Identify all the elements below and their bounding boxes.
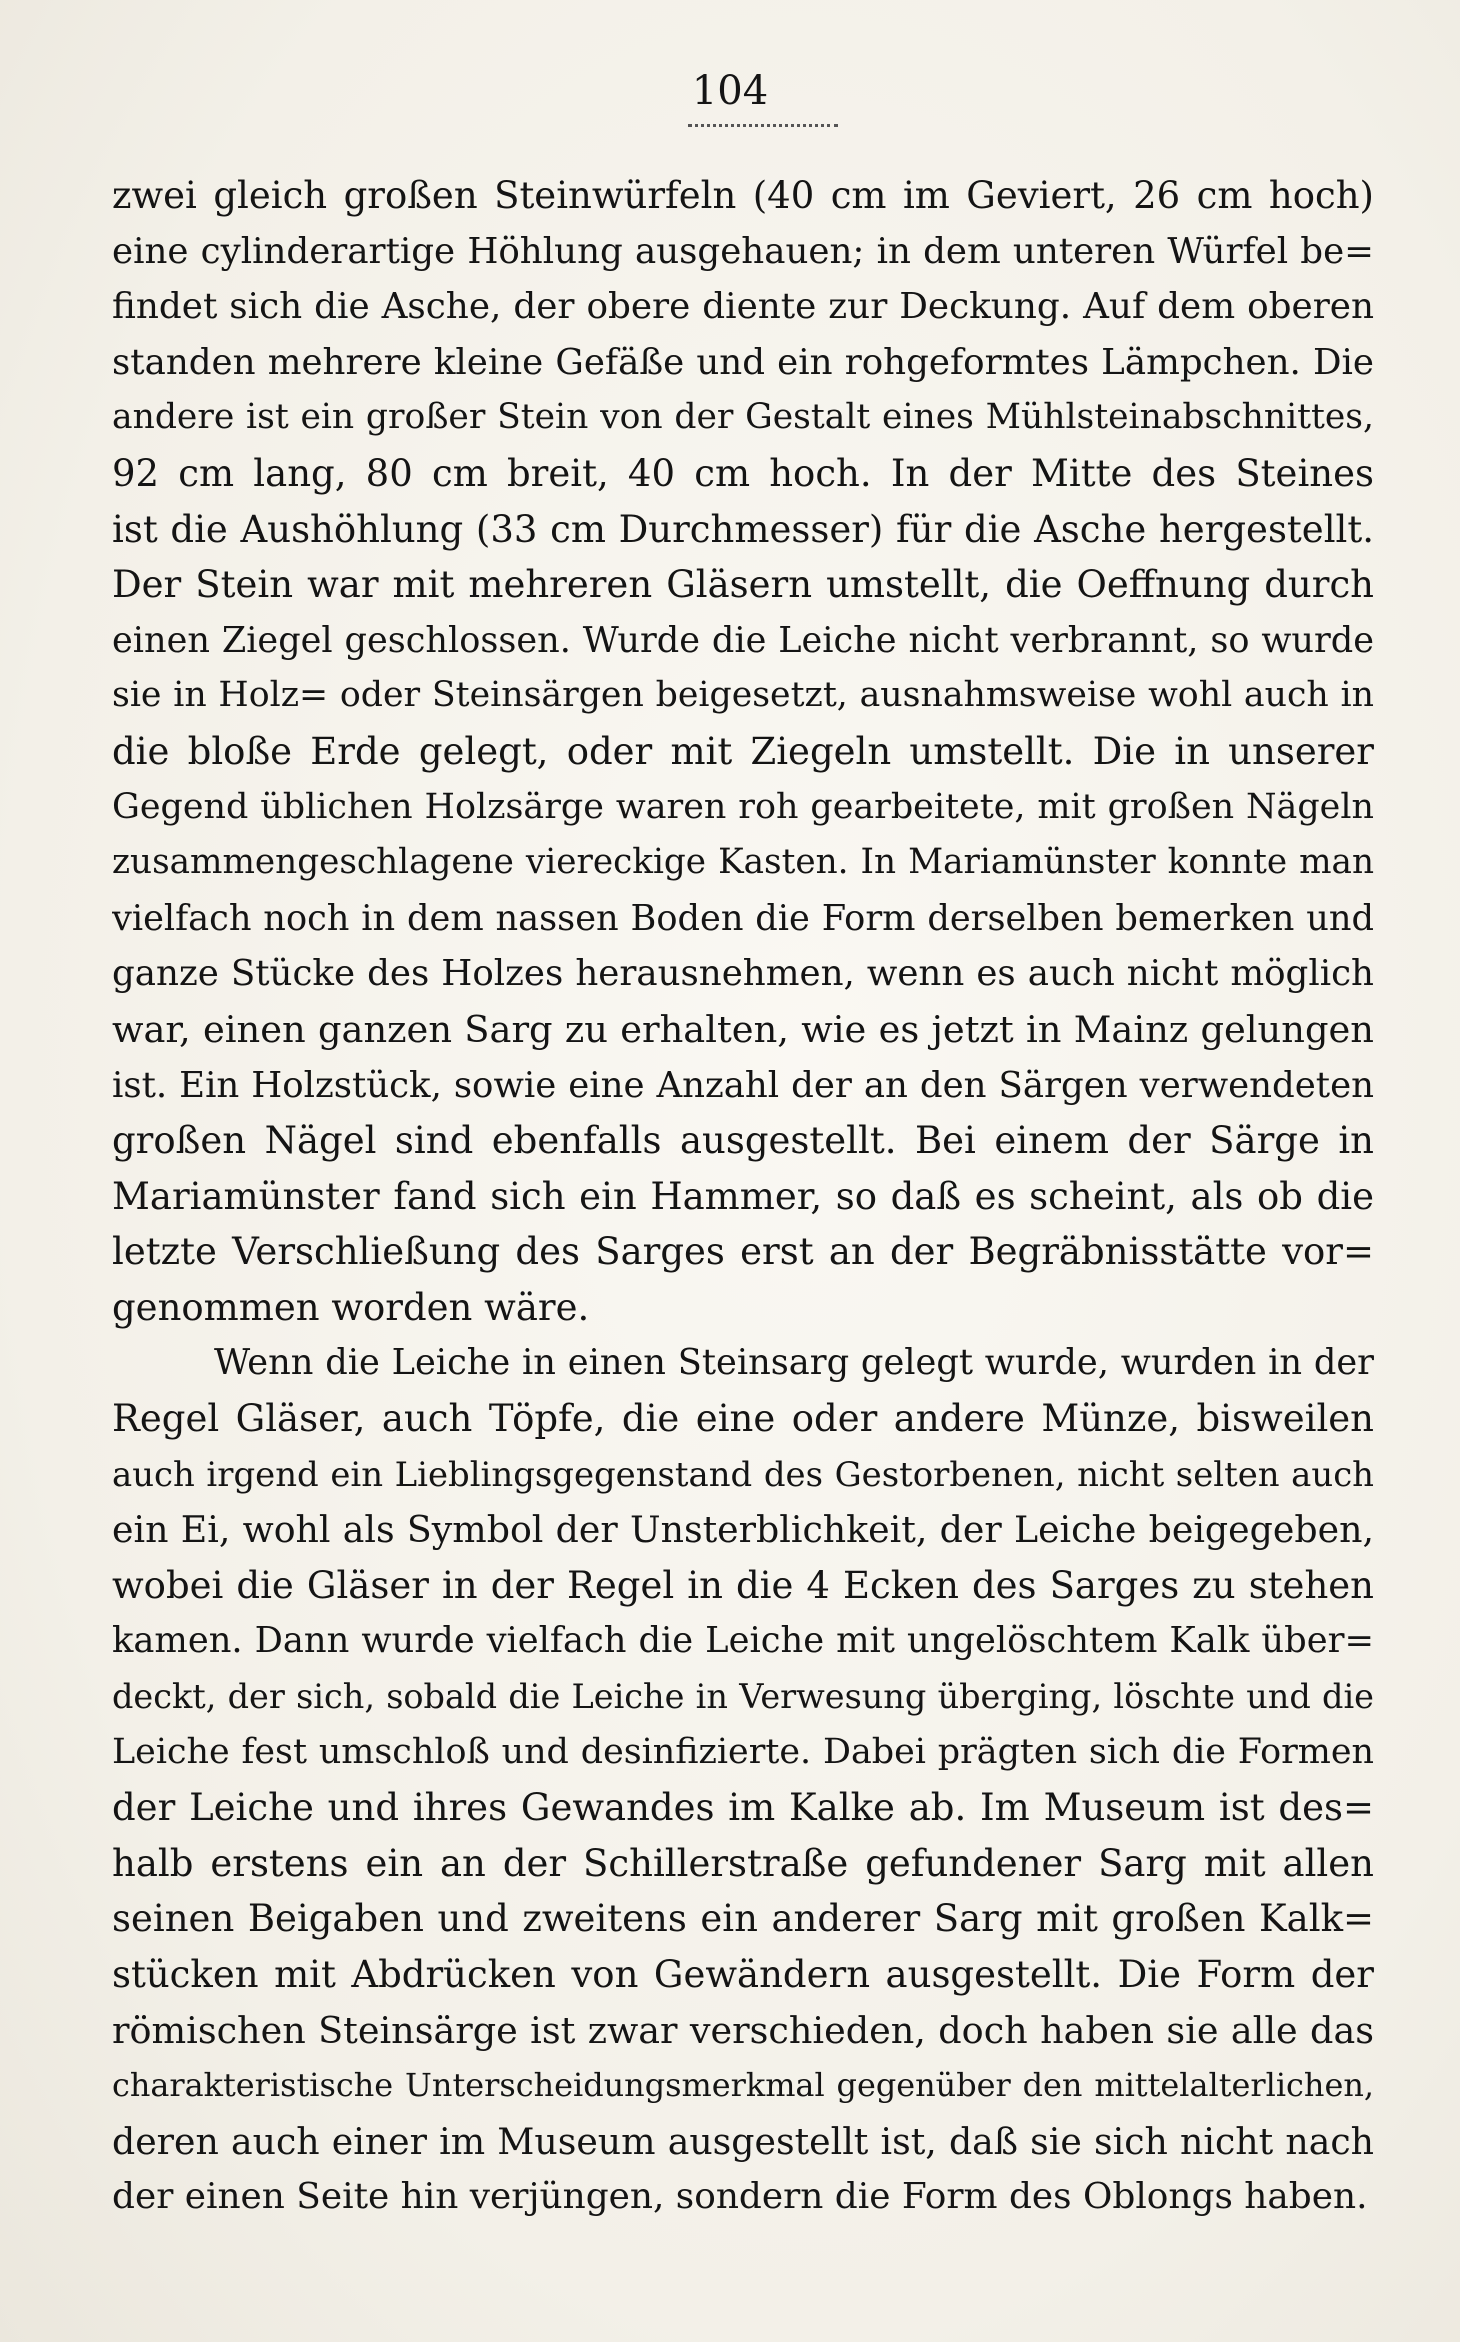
text-line: letzte Verschließung des Sarges erst an der Begräbnisstätte vor=	[112, 1230, 1374, 1274]
text-line: deckt, der sich, sobald die Leiche in Verwesung überging, löschte und die	[112, 1677, 1374, 1717]
text-line: kamen. Dann wurde vielfach die Leiche mit ungelöschtem Kalk über=	[112, 1620, 1374, 1662]
text-line: standen mehrere kleine Gefäße und ein rohgeformtes Lämpchen. Die	[112, 341, 1374, 383]
paragraph	[112, 168, 1374, 1335]
text-line: Regel Gläser, auch Töpfe, die eine oder andere Münze, bisweilen	[112, 1397, 1374, 1441]
text-line: römischen Steinsärge ist zwar verschieden, doch haben sie alle das	[112, 2008, 1374, 2052]
body-text	[112, 168, 1374, 2225]
text-line: die bloße Erde gelegt, oder mit Ziegeln umstellt. Die in unserer	[112, 729, 1374, 773]
text-line: genommen worden wäre.	[112, 1285, 590, 1329]
text-line: seinen Beigaben und zweitens ein anderer Sarg mit großen Kalk=	[112, 1897, 1374, 1941]
text-line: findet sich die Asche, der obere diente zur Deckung. Auf dem oberen	[112, 286, 1374, 328]
text-line: stücken mit Abdrücken von Gewändern ausgestellt. Die Form der	[112, 1953, 1374, 1996]
text-line: charakteristische Unterscheidungsmerkmal gegenüber den mittelalterlichen,	[112, 2066, 1374, 2105]
text-line: Wenn die Leiche in einen Steinsarg gelegt wurde, wurden in der	[214, 1342, 1374, 1384]
text-line: 92 cm lang, 80 cm breit, 40 cm hoch. In der Mitte des Steines	[112, 451, 1374, 495]
text-line: Der Stein war mit mehreren Gläsern umstellt, die Oeffnung durch	[112, 563, 1374, 607]
page-number: 104	[691, 68, 769, 114]
text-line: Mariamünster fand sich ein Hammer, so daß es scheint, als ob die	[112, 1174, 1374, 1218]
text-line: auch irgend ein Lieblingsgegenstand des Gestorbenen, nicht selten auch	[112, 1454, 1374, 1494]
text-line: eine cylinderartige Höhlung ausgehauen; in dem unteren Würfel be=	[112, 230, 1374, 272]
text-line: einen Ziegel geschlossen. Wurde die Leiche nicht verbrannt, so wurde	[112, 619, 1374, 661]
page-number-ornament	[688, 120, 838, 127]
text-line: ist die Aushöhlung (33 cm Durchmesser) für die Asche hergestellt.	[112, 507, 1374, 551]
text-line: war, einen ganzen Sarg zu erhalten, wie es jetzt in Mainz gelungen	[112, 1007, 1374, 1051]
text-line: zwei gleich großen Steinwürfeln (40 cm im Geviert, 26 cm hoch)	[112, 174, 1374, 217]
text-line: der Leiche und ihres Gewandes im Kalke ab. Im Museum ist des=	[112, 1786, 1374, 1830]
text-line: vielfach noch in dem nassen Boden die Form derselben bemerken und	[112, 897, 1374, 939]
text-line: halb erstens ein an der Schillerstraße gefundener Sarg mit allen	[112, 1841, 1374, 1885]
text-line: Gegend üblichen Holzsärge waren roh gearbeitete, mit großen Nägeln	[112, 786, 1374, 827]
text-line: andere ist ein großer Stein von der Gestalt eines Mühlsteinabschnittes,	[112, 397, 1374, 438]
text-line: großen Nägel sind ebenfalls ausgestellt. Bei einem der Särge in	[112, 1119, 1374, 1163]
text-line: ein Ei, wohl als Symbol der Unsterblichkeit, der Leiche beigegeben,	[112, 1508, 1374, 1552]
text-line: ganze Stücke des Holzes herausnehmen, wenn es auch nicht möglich	[112, 953, 1374, 995]
text-line: zusammengeschlagene viereckige Kasten. In Mariamünster konnte man	[112, 842, 1374, 883]
text-line: ist. Ein Holzstück, sowie eine Anzahl der an den Särgen verwendeten	[112, 1064, 1374, 1106]
text-line: wobei die Gläser in der Regel in die 4 Ecken des Sarges zu stehen	[112, 1563, 1374, 1607]
text-line: deren auch einer im Museum ausgestellt ist, daß sie sich nicht nach	[112, 2119, 1374, 2163]
paragraph	[112, 1335, 1374, 2225]
text-line: Leiche fest umschloß und desinfizierte. Dabei prägten sich die Formen	[112, 1731, 1374, 1772]
text-line: der einen Seite hin verjüngen, sondern die Form des Oblongs haben.	[112, 2176, 1368, 2218]
text-line: sie in Holz= oder Steinsärgen beigesetzt, ausnahmsweise wohl auch in	[112, 675, 1374, 716]
